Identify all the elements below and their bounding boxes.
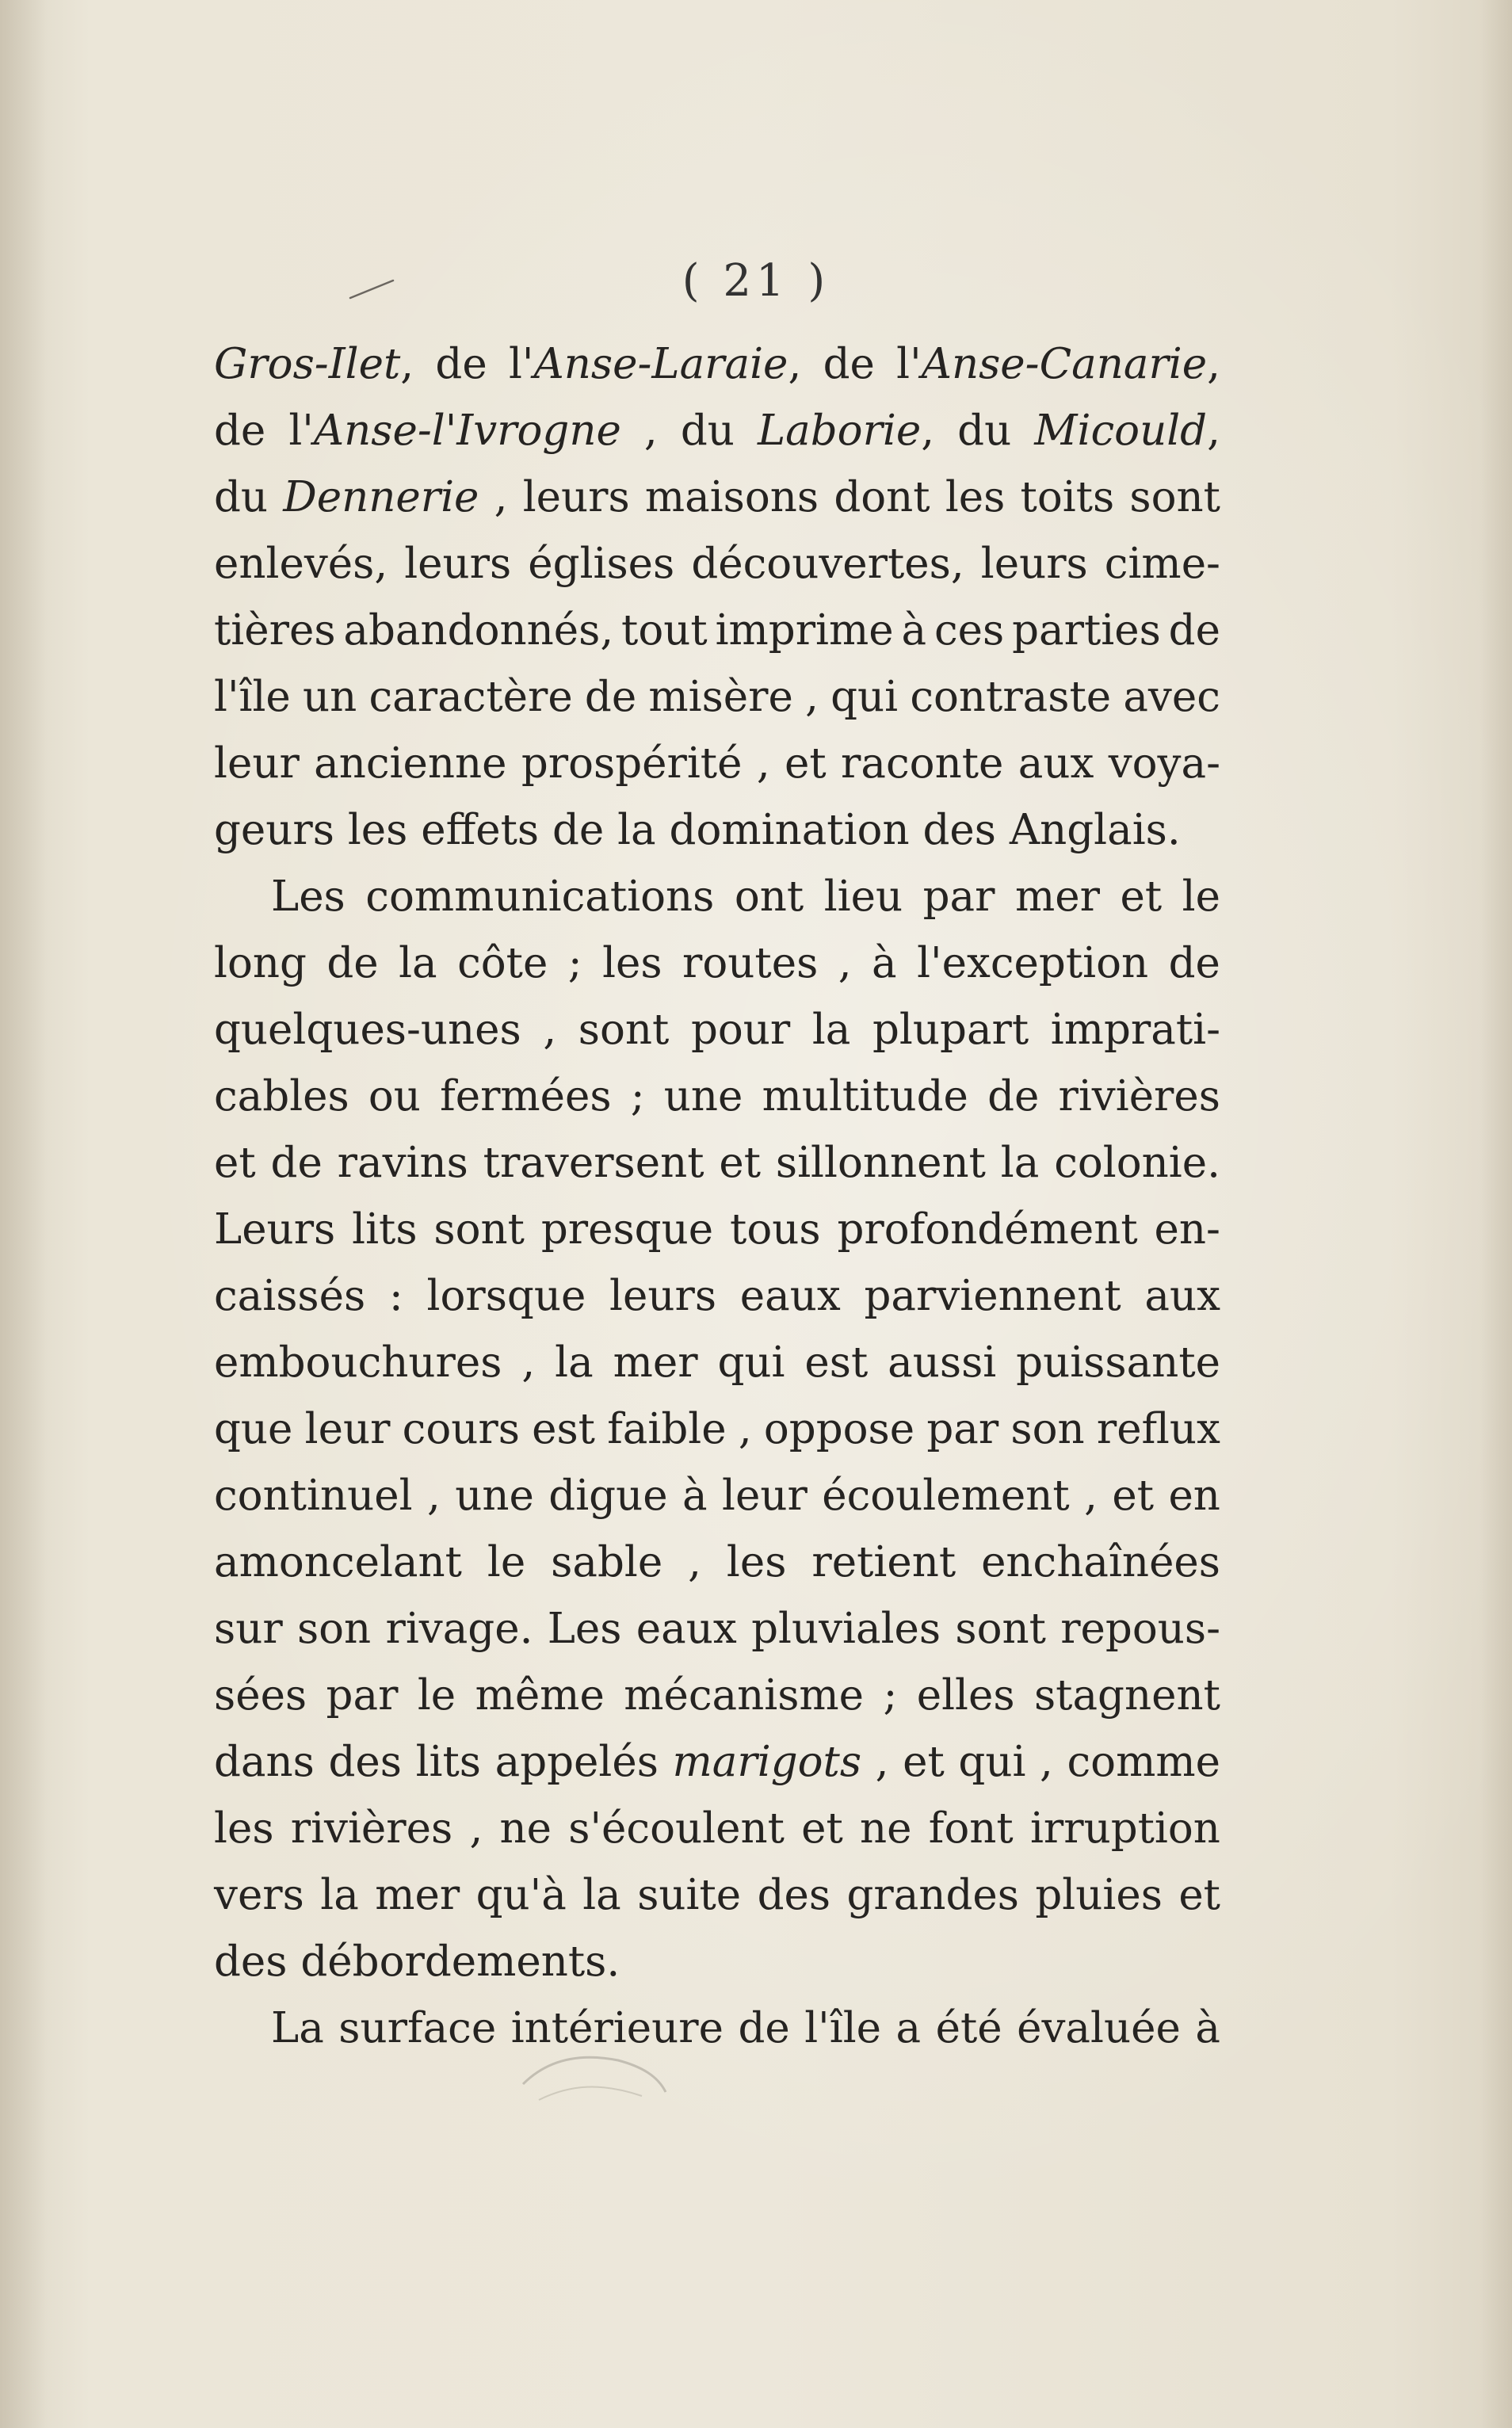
text-line: La surface intérieure de l'île a été évaluée à (271, 2004, 1220, 2052)
body-text (214, 331, 1220, 2062)
text-line: Les communications ont lieu par mer et le (271, 872, 1220, 921)
text-line: caissés : lorsque leurs eaux parviennent aux (214, 1272, 1220, 1320)
text-line: sur son rivage. Les eaux pluviales sont repous- (214, 1605, 1220, 1653)
text-line: cables ou fermées ; une multitude de rivières (214, 1072, 1220, 1120)
text-line: amoncelant le sable , les retient enchaînées (214, 1538, 1220, 1586)
text-line: que leur cours est faible , oppose par son reflux (214, 1405, 1220, 1453)
text-line: quelques-unes , sont pour la plupart imprati- (214, 1006, 1220, 1054)
text-line: enlevés, leurs églises découvertes, leurs cime- (214, 540, 1220, 588)
page-left-shadow (0, 0, 48, 2428)
text-line: Leurs lits sont presque tous profondément en- (214, 1205, 1220, 1254)
page-right-shadow (1480, 0, 1512, 2428)
text-line: tières abandonnés, tout imprime à ces parties de (214, 606, 1220, 655)
text-line: vers la mer qu'à la suite des grandes pluies et (214, 1871, 1220, 1919)
text-line: leur ancienne prospérité , et raconte aux voya- (214, 739, 1220, 788)
text-line: geurs les effets de la domination des Anglais. (214, 806, 1181, 854)
page-number: ( 21 ) (682, 255, 830, 307)
text-line: sées par le même mécanisme ; elles stagnent (214, 1671, 1220, 1720)
text-line: et de ravins traversent et sillonnent la colonie. (214, 1139, 1220, 1187)
text-line: long de la côte ; les routes , à l'exception de (214, 939, 1220, 987)
text-line: embouchures , la mer qui est aussi puissante (214, 1338, 1220, 1387)
ink-smudge-icon (507, 2029, 682, 2124)
text-line: des débordements. (214, 1937, 620, 1986)
text-line: dans des lits appelés marigots , et qui , comme (214, 1738, 1220, 1786)
text-line: l'île un caractère de misère , qui contraste avec (214, 673, 1220, 721)
text-line: continuel , une digue à leur écoulement , et en (214, 1472, 1220, 1520)
text-line: du Dennerie , leurs maisons dont les toits sont (214, 473, 1220, 521)
text-line: de l'Anse-l'Ivrogne , du Laborie, du Micould, (214, 407, 1220, 455)
text-line: les rivières , ne s'écoulent et ne font irruption (214, 1804, 1220, 1853)
text-line: Gros-Ilet, de l'Anse-Laraie, de l'Anse-Canarie, (214, 340, 1220, 388)
